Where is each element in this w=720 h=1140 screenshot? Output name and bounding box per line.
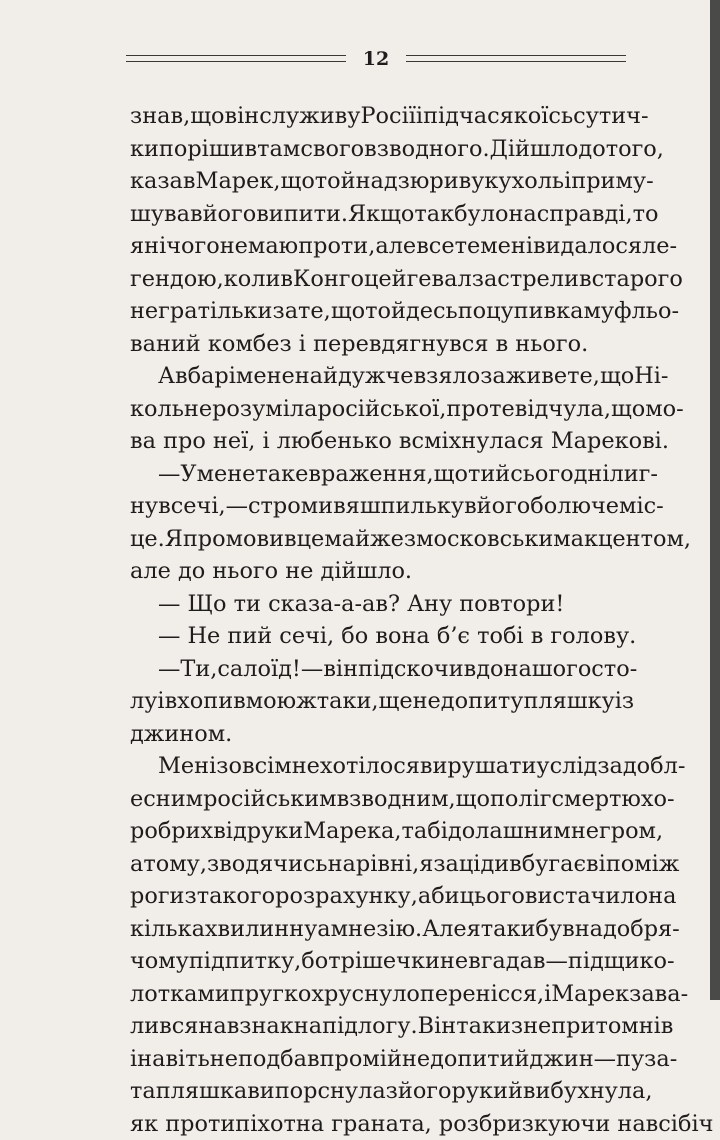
text-line: гендою, коли в Конго цей гевал застрелив старого bbox=[130, 263, 623, 296]
text-line: — Що ти сказа-а-ав? Ану повтори! bbox=[130, 588, 623, 621]
paragraph bbox=[130, 360, 623, 458]
text-line: це. Я промовив це майже з московським акцентом, bbox=[130, 523, 623, 556]
text-line: негра тільки за те, що той десь поцупив камуфльо- bbox=[130, 295, 623, 328]
text-line: казав Марек, що той надзюрив у кухоль і приму- bbox=[130, 165, 623, 198]
paragraph bbox=[130, 750, 623, 1140]
text-line: Мені зовсім не хотілося вирушати услід за добл- bbox=[130, 750, 623, 783]
text-line: ва про неї, і любенько всміхнулася Марекові. bbox=[130, 425, 623, 458]
page-edge bbox=[710, 0, 720, 1000]
text-line: але до нього не дійшло. bbox=[130, 555, 623, 588]
text-line: і навіть не подбав про мій недопитий джин — пуза- bbox=[130, 1043, 623, 1076]
text-line: лився навзнак на підлогу. Він таки знепритомнів bbox=[130, 1010, 623, 1043]
text-line: — Не пий сечі, бо вона б’є тобі в голову. bbox=[130, 620, 623, 653]
paragraph bbox=[130, 458, 623, 588]
text-line: чому підпитку, бо трішечки не вгадав — під щико- bbox=[130, 945, 623, 978]
text-line: роги з такого розрахунку, аби цього вистачило на bbox=[130, 880, 623, 913]
page-number: 12 bbox=[126, 46, 626, 72]
text-line: а тому, зводячись на рівні, я зацідив бугаєві поміж bbox=[130, 848, 623, 881]
text-line: та пляшка випорснула з його руки й вибухнула, bbox=[130, 1075, 623, 1108]
text-line: кількахвилинну амнезію. Але я таки був на добря- bbox=[130, 913, 623, 946]
text-line: джином. bbox=[130, 718, 623, 751]
text-line: коль не розуміла російської, проте відчула, що мо- bbox=[130, 393, 623, 426]
text-line: есним російським взводним, що поліг смертю хо- bbox=[130, 783, 623, 816]
paragraph bbox=[130, 620, 623, 653]
header-rule-right bbox=[406, 55, 626, 62]
paragraph bbox=[130, 100, 623, 360]
text-line: знав, що він служив у Росії і під час якоїсь сутич- bbox=[130, 100, 623, 133]
text-line: А в барі мене найдужче взяло за живе те, що Ні- bbox=[130, 360, 623, 393]
paragraph bbox=[130, 653, 623, 751]
text-line: ки порішив там свого взводного. Дійшло до того, bbox=[130, 133, 623, 166]
text-line: я нічого не маю проти, але все те мені видалося ле- bbox=[130, 230, 623, 263]
text-line: лотками пругко хруснуло перенісся, і Марек зава- bbox=[130, 978, 623, 1011]
text-line: — Ти, салоїд! — він підскочив до нашого сто- bbox=[130, 653, 623, 686]
body-text bbox=[130, 100, 623, 1140]
text-line: — У мене таке враження, що ти й сьогодні лиг- bbox=[130, 458, 623, 491]
text-line: робрих від руки Марека, та бідолашним негром, bbox=[130, 815, 623, 848]
paragraph bbox=[130, 588, 623, 621]
text-line: ваний комбез і перевдягнувся в нього. bbox=[130, 328, 623, 361]
page-header bbox=[126, 46, 626, 72]
text-line: лу і вхопив мою ж таки, ще не допиту пляшку із bbox=[130, 685, 623, 718]
text-line: нув сечі, — стромив я шпильку в його болюче міс- bbox=[130, 490, 623, 523]
text-line: шував його випити. Якщо так було насправді, то bbox=[130, 198, 623, 231]
text-line: як протипіхотна граната, розбризкуючи навсібіч bbox=[130, 1108, 623, 1140]
